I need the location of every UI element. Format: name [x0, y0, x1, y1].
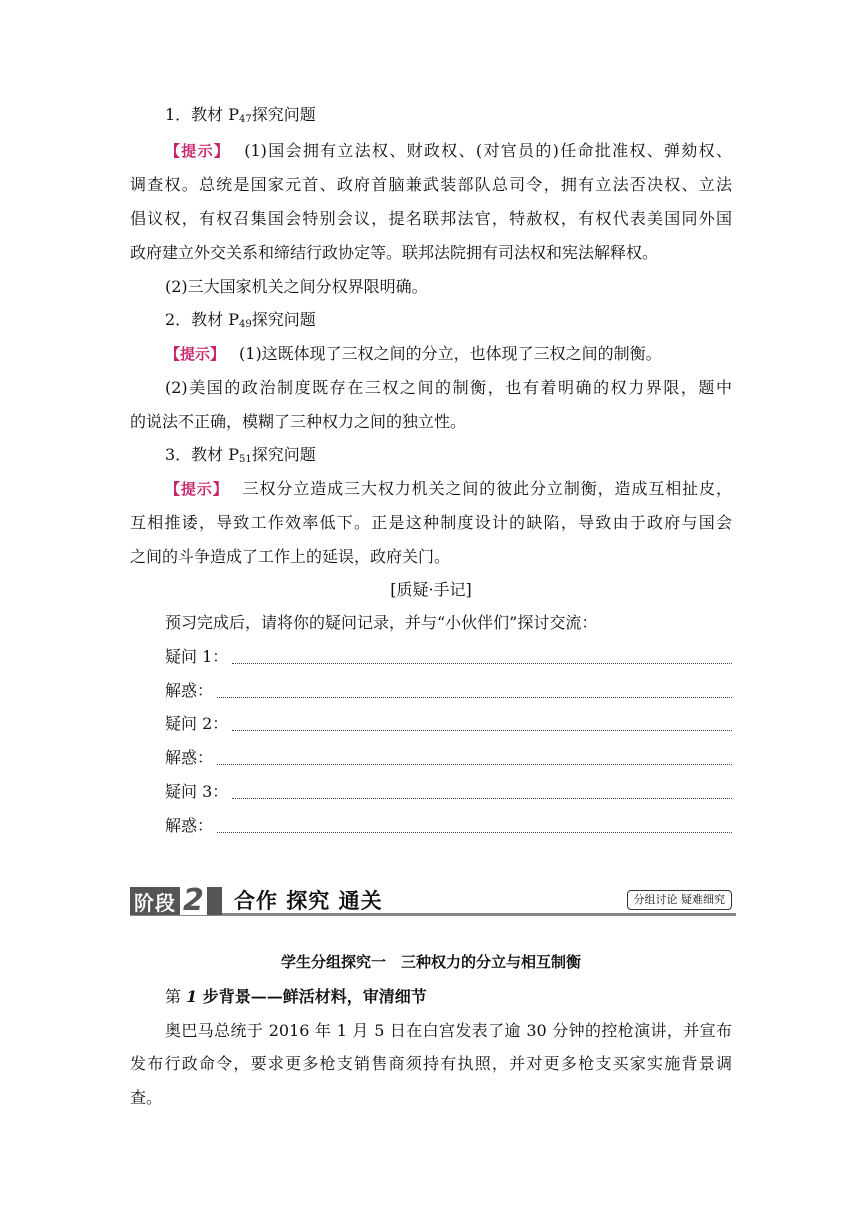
q1-heading-suffix: 探究问题 [251, 105, 316, 124]
paragraph-line-2: 发布行政命令，要求更多枪支销售商须持有执照，并对更多枪支买家实施背景调 [130, 1054, 732, 1073]
note-label: 疑问 3： [165, 782, 229, 801]
note-label: 解惑： [165, 681, 214, 700]
dotted-writing-line[interactable] [232, 663, 732, 664]
q2-heading-suffix: 探究问题 [251, 310, 316, 329]
q2-answer-line [165, 343, 732, 365]
paragraph-line-3: 查。 [130, 1088, 163, 1107]
dotted-writing-line[interactable] [232, 730, 732, 731]
q1-text-2: 调查权。总统是国家元首、政府首脑兼武装部队总司令，拥有立法否决权、立法 [130, 175, 732, 194]
q3-answer-line [165, 478, 732, 500]
q1-text-5: (2)三大国家机关之间分权界限明确。 [165, 277, 428, 296]
stage-label: 阶段 [134, 890, 176, 915]
dotted-writing-line[interactable] [217, 832, 732, 833]
q1-page-number: 47 [239, 114, 252, 125]
q1-text-1: (1)国会拥有立法权、财政权、(对官员的)任命批准权、弹劾权、 [244, 141, 732, 160]
question-3-row[interactable] [165, 781, 732, 803]
step-heading [165, 986, 732, 1008]
q2-heading [165, 309, 732, 336]
answer-2-row[interactable] [165, 747, 732, 769]
q3-heading-text: 3．教材 P [165, 445, 240, 464]
note-label: 解惑： [165, 816, 214, 835]
answer-1-row[interactable] [165, 680, 732, 702]
tip-label: 【提示】 [165, 480, 229, 498]
tip-label: 【提示】 [165, 345, 226, 363]
dotted-writing-line[interactable] [217, 764, 732, 765]
q3-text-3: 之间的斗争造成了工作上的延误，政府关门。 [130, 547, 451, 566]
q3-text-1: 三权分立造成三大权力机关之间的彼此分立制衡，造成互相扯皮， [242, 479, 732, 498]
stage-badge: 分组讨论 疑难细究 [627, 890, 733, 910]
question-1-row[interactable] [165, 646, 732, 668]
question-2-row[interactable] [165, 713, 732, 735]
q1-text-4: 政府建立外交关系和缔结行政协定等。联邦法院拥有司法权和宪法解释权。 [130, 243, 659, 262]
step-prefix: 第 [165, 987, 187, 1006]
note-label: 疑问 1： [165, 647, 229, 666]
q1-answer-line [165, 140, 732, 162]
q2-page-number: 49 [239, 319, 252, 330]
step-number: 1 [186, 987, 198, 1006]
paragraph-line-1: 奥巴马总统于 2016 年 1 月 5 日在白宫发表了逾 30 分钟的控枪演讲，并宣布 [165, 1021, 732, 1040]
stage-banner [130, 883, 736, 918]
q3-heading [165, 444, 732, 471]
answer-3-row[interactable] [165, 815, 732, 837]
dotted-writing-line[interactable] [232, 798, 732, 799]
q2-text-1: (1)这既体现了三权之间的分立，也体现了三权之间的制衡。 [239, 344, 662, 363]
q1-heading-text: 1．教材 P [165, 105, 240, 124]
q3-text-2: 互相推诿，导致工作效率低下。正是这种制度设计的缺陷，导致由于政府与国会 [130, 513, 732, 532]
dotted-writing-line[interactable] [217, 697, 732, 698]
note-label: 解惑： [165, 748, 214, 767]
q2-heading-text: 2．教材 P [165, 310, 240, 329]
q1-text-3: 倡议权，有权召集国会特别会议，提名联邦法官，特赦权，有权代表美国同外国 [130, 209, 732, 228]
notes-title: [质疑·手记] [390, 580, 472, 599]
q1-heading [165, 104, 732, 131]
q2-text-2: (2)美国的政治制度既存在三权之间的制衡，也有着明确的权力界限，题中 [165, 378, 732, 397]
group-inquiry-title: 学生分组探究一 三种权力的分立与相互制衡 [280, 953, 581, 971]
tip-label: 【提示】 [165, 142, 231, 160]
step-title: 步背景——鲜活材料，审清细节 [197, 987, 427, 1006]
stage-title: 合作 探究 通关 [234, 889, 383, 913]
notes-intro: 预习完成后，请将你的疑问记录，并与“小伙伴们”探讨交流： [165, 613, 598, 632]
q3-heading-suffix: 探究问题 [251, 445, 316, 464]
stage-number: 2 [180, 887, 207, 915]
note-label: 疑问 2： [165, 714, 229, 733]
stage-label-box [130, 883, 222, 918]
q3-page-number: 51 [239, 454, 252, 465]
q2-text-3: 的说法不正确，模糊了三种权力之间的独立性。 [130, 412, 467, 431]
